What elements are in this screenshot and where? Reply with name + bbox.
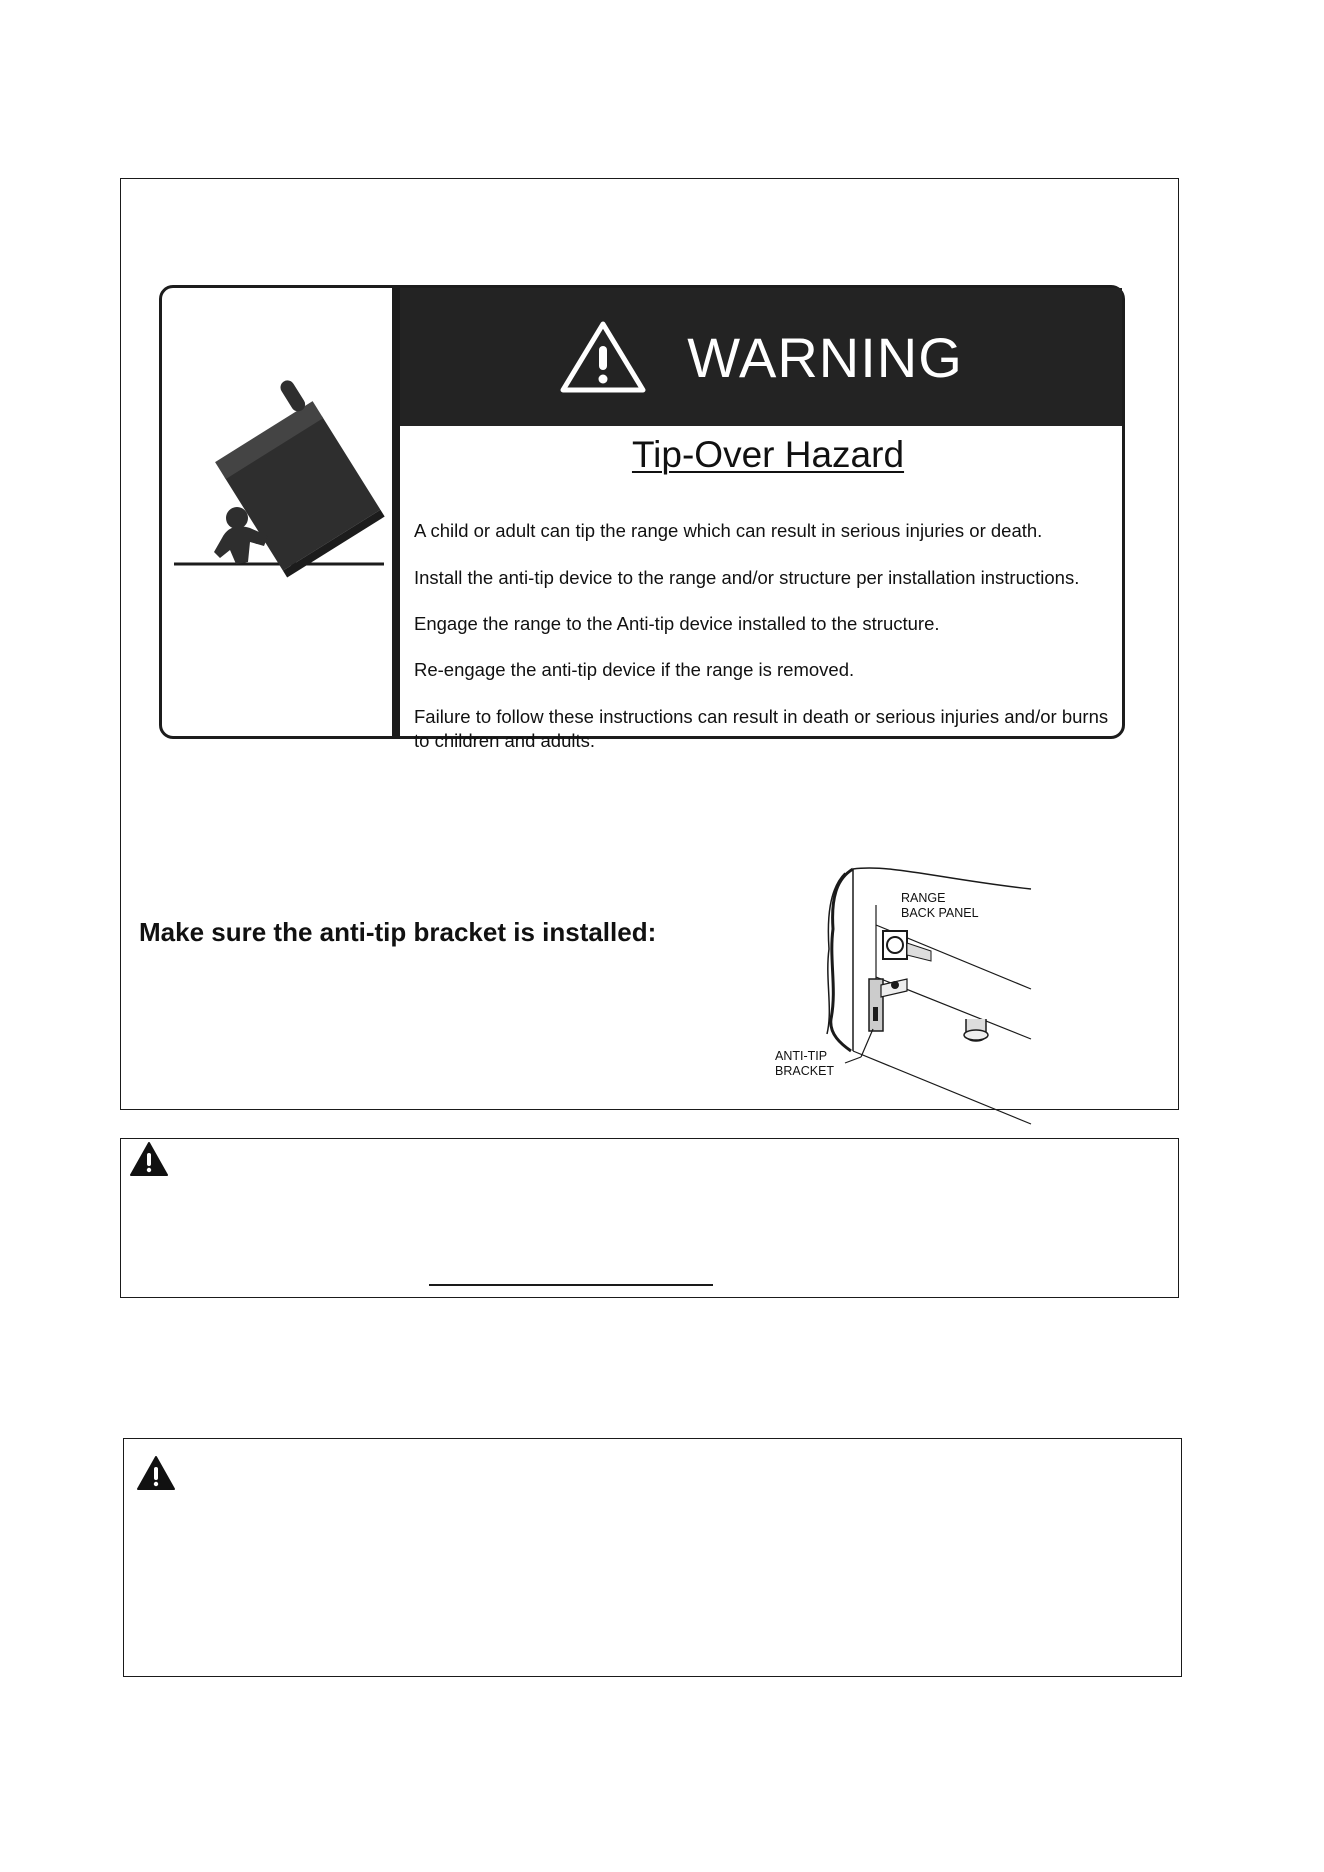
caution-box: [123, 1438, 1182, 1677]
anti-tip-bracket-diagram: [775, 859, 1041, 1104]
install-instruction: Make sure the anti-tip bracket is installed:: [139, 917, 657, 947]
warning-header: [400, 288, 1122, 426]
warning-line: Install the anti-tip device to the range and/or structure per installation instructions.: [414, 567, 1080, 588]
warning-line: Re-engage the anti-tip device if the range is removed.: [414, 659, 855, 680]
back-panel-label: RANGE BACK PANEL: [901, 891, 979, 920]
warning-line: Engage the range to the Anti-tip device installed to the structure.: [414, 613, 940, 634]
label-divider: [392, 288, 400, 736]
caution-triangle-icon: [129, 1141, 169, 1177]
warning-body: [400, 426, 1122, 751]
anti-tip-warning-section: [120, 178, 1179, 1110]
tip-over-illustration: [162, 288, 392, 736]
caution-box: [120, 1138, 1179, 1298]
tip-over-warning-label: [159, 285, 1125, 751]
warning-line: A child or adult can tip the range which can result in serious injuries or death.: [414, 520, 1043, 541]
bracket-label: ANTI-TIP BRACKET: [775, 1049, 835, 1078]
underline-rule: [429, 1284, 713, 1286]
warning-line: Failure to follow these instructions can result in death or serious injuries and/or burns to children and adults.: [414, 706, 1109, 751]
caution-triangle-icon: [136, 1455, 176, 1491]
warning-triangle-icon: [559, 320, 647, 394]
hazard-title: Tip-Over Hazard: [631, 434, 905, 475]
warning-heading: WARNING: [687, 325, 963, 389]
